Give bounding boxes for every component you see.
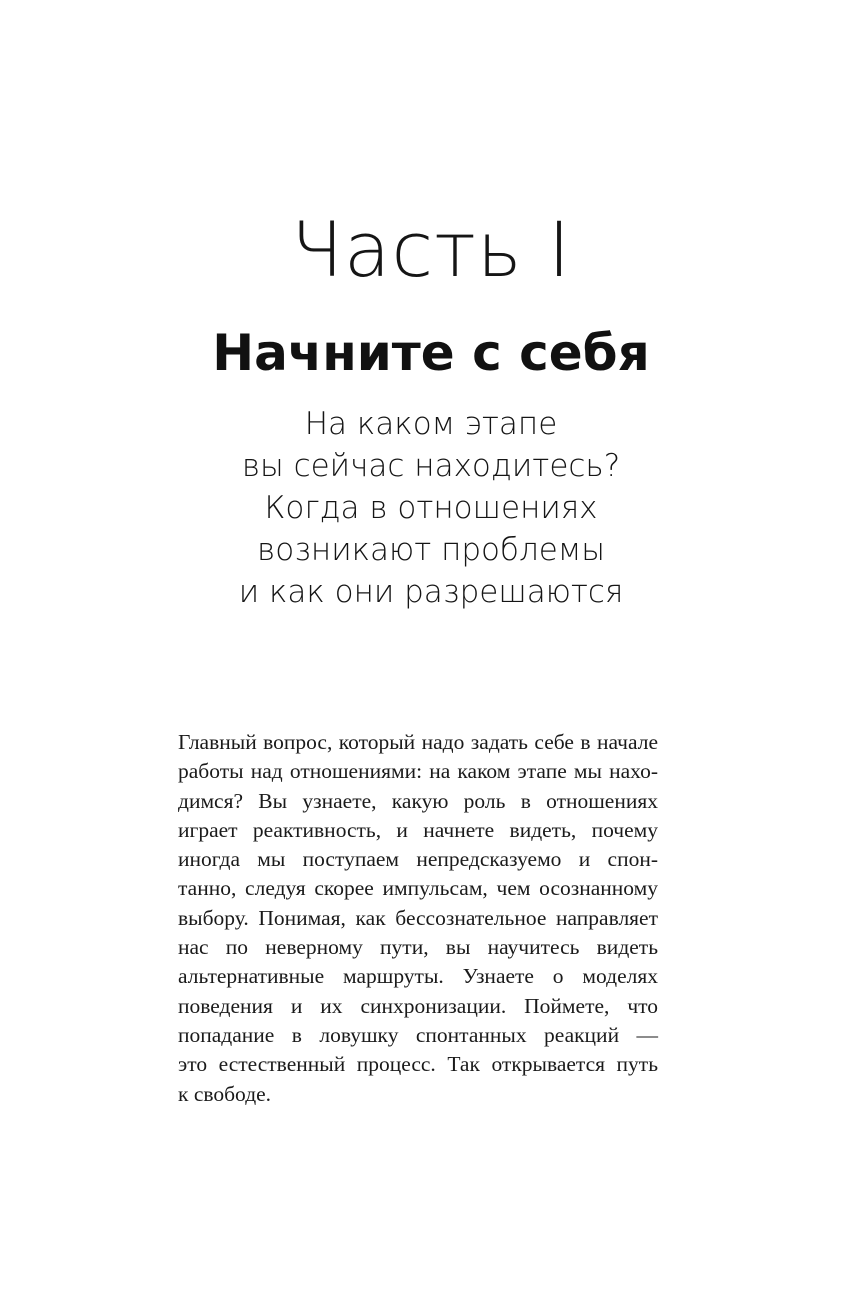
subtitle-line: возникают проблемы [257, 532, 605, 568]
intro-paragraph [178, 728, 658, 1109]
paragraph-line: работы над отношениями: на каком этапе мы нахо- [178, 759, 658, 784]
paragraph-line: поведения и их синхронизации. Поймете, что [178, 993, 658, 1018]
paragraph-line: нас по неверному пути, вы научитесь видеть [178, 935, 658, 960]
paragraph-line: танно, следуя скорее импульсам, чем осознанному [178, 876, 658, 901]
part-title: Часть I [290, 205, 572, 294]
paragraph-line: Главный вопрос, который надо задать себе в начале [178, 730, 658, 754]
subtitle-line: вы сейчас находитесь? [241, 448, 621, 484]
chapter-subtitle [0, 403, 862, 613]
paragraph-line: играет реактивность, и начнете видеть, почему [178, 817, 658, 842]
paragraph-line: попадание в ловушку спонтанных реакций — [178, 1022, 658, 1047]
paragraph-line: выбору. Понимая, как бессознательное направляет [178, 905, 658, 930]
paragraph-line: иногда мы поступаем непредсказуемо и спон- [178, 847, 658, 872]
paragraph-line: альтернативные маршруты. Узнаете о моделях [178, 964, 658, 989]
subtitle-line: На каком этапе [304, 406, 558, 442]
chapter-title: Начните с себя [212, 324, 650, 382]
paragraph-line: к свободе. [178, 1081, 272, 1106]
paragraph-line: димся? Вы узнаете, какую роль в отношениях [178, 788, 658, 813]
subtitle-line: Когда в отношениях [264, 490, 598, 526]
subtitle-line: и как они разрешаются [238, 574, 624, 610]
paragraph-line: это естественный процесс. Так открывается путь [178, 1052, 658, 1077]
